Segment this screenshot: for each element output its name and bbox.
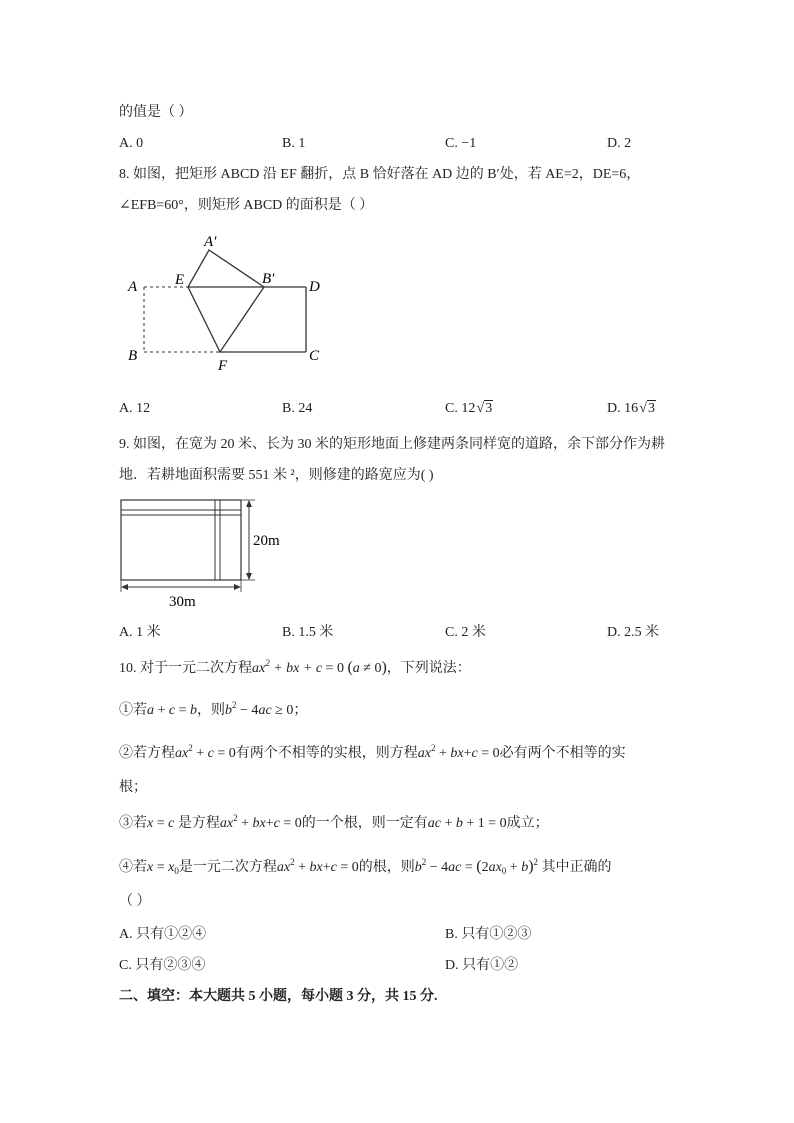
section-2-heading: 二、填空：本大题共 5 小题，每小题 3 分，共 15 分. — [119, 989, 438, 1004]
q10-statement-2-cont: 根； — [119, 780, 147, 795]
q9-option-d: D. 2.5 米 — [607, 625, 660, 640]
q9-figure — [115, 494, 300, 612]
q10-statement-4: ④若$x = x_0$是一元二次方程$ax^2 + bx+c = 0$的根，则$b^2 - 4ac = (2ax_0 + b)^2$ 其中正确的 — [119, 857, 612, 876]
q9-option-b: B. 1.5 米 — [282, 625, 334, 640]
label-e: E — [175, 272, 185, 288]
q7-option-b: B. 1 — [282, 136, 306, 151]
q10-option-a: A. 只有①②④ — [119, 927, 207, 942]
label-d: D — [309, 279, 320, 295]
q9-option-c: C. 2 米 — [445, 625, 486, 640]
q10-statement-2: ②若方程$ax^2 + c = 0$有两个不相等的实根，则方程$ax^2 + bx+c = 0$必有两个不相等的实 — [119, 743, 626, 761]
q10-statement-3: ③若x = c 是方程$ax^2 + bx+c = 0$的一个根，则一定有ac + b + 1 = 0成立； — [119, 813, 549, 831]
label-a-prime: A′ — [204, 234, 217, 250]
q8-stem-line2: ∠EFB=60°，则矩形 ABCD 的面积是（ ） — [119, 198, 374, 213]
q10-option-d: D. 只有①② — [445, 958, 519, 973]
field-rectangle — [121, 500, 241, 580]
arrow-up-icon — [246, 500, 252, 507]
q8-stem-line1: 8. 如图，把矩形 ABCD 沿 EF 翻折，点 B 恰好落在 AD 边的 B′处，若 AE=2，DE=6， — [119, 167, 641, 182]
sqrt-icon: √ — [639, 401, 647, 416]
q10-answer-paren: （ ） — [119, 894, 151, 909]
q8-option-c: C. 12 √3 — [445, 401, 493, 416]
radicand-d: 3 — [647, 401, 655, 416]
q10-statement-1: ①若a + c = b，则$b^2 - 4ac \ge 0$； — [119, 700, 308, 718]
q7-option-a: A. 0 — [119, 136, 144, 151]
folded-quadrilateral — [188, 250, 264, 352]
q7-option-c: C. −1 — [445, 136, 477, 151]
label-b-prime: B′ — [262, 271, 275, 287]
q10-option-b: B. 只有①②③ — [445, 927, 532, 942]
arrow-right-icon — [234, 584, 241, 590]
arrow-left-icon — [121, 584, 128, 590]
width-label: 30m — [169, 594, 196, 610]
q7-tail: 的值是（ ） — [119, 105, 193, 120]
q10-option-c: C. 只有②③④ — [119, 958, 206, 973]
q8-option-d: D. 16 √3 — [607, 401, 655, 416]
label-f: F — [218, 358, 228, 374]
radicand-c: 3 — [485, 401, 493, 416]
height-label: 20m — [253, 533, 280, 549]
q8-option-a: A. 12 — [119, 401, 151, 416]
label-c: C — [309, 348, 320, 364]
sqrt-icon: √ — [476, 401, 485, 416]
q8-figure — [120, 228, 340, 378]
q9-stem-line1: 9. 如图，在宽为 20 米、长为 30 米的矩形地面上修建两条同样宽的道路，余下部分作为耕 — [119, 437, 665, 452]
label-b: B — [128, 348, 138, 364]
q9-option-a: A. 1 米 — [119, 625, 161, 640]
q7-option-d: D. 2 — [607, 136, 632, 151]
q8-option-b: B. 24 — [282, 401, 313, 416]
q10-stem: 10. 对于一元二次方程$ax^2$ + bx + c = 0 (a ≠ 0)，下列说法： — [119, 658, 471, 676]
q9-stem-line2: 地．若耕地面积需要 551 米 ²，则修建的路宽应为( ) — [119, 468, 434, 483]
arrow-down-icon — [246, 573, 252, 580]
label-a: A — [128, 279, 138, 295]
